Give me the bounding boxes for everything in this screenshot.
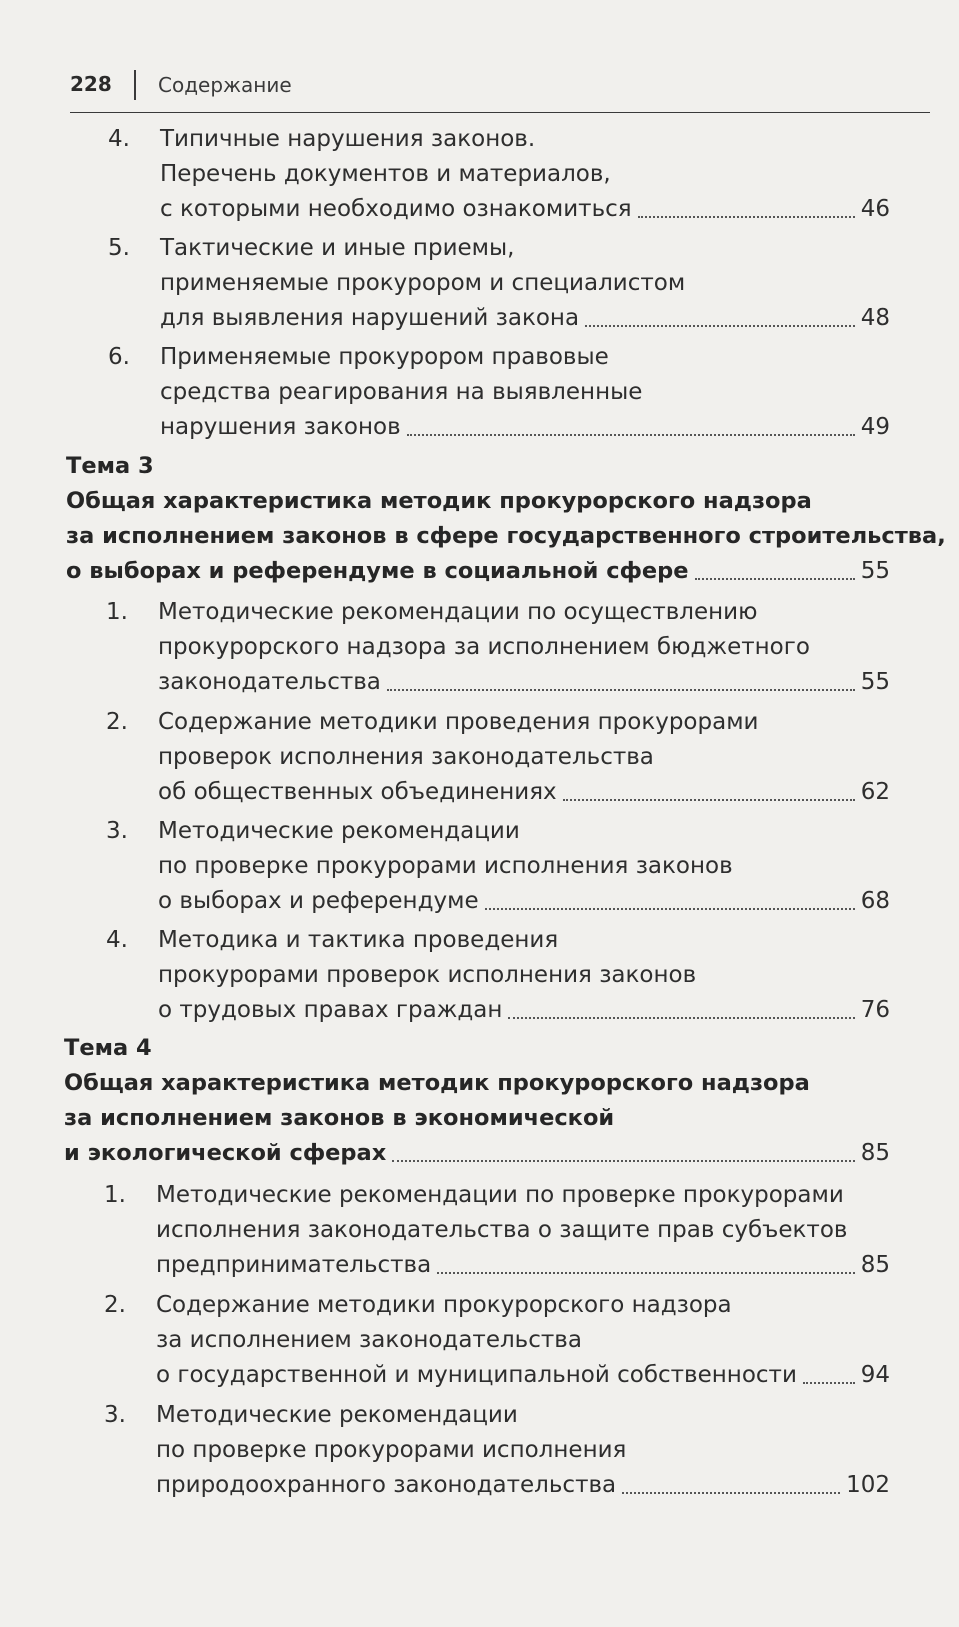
toc-entry-title-line: Содержание методики прокурорского надзора — [156, 1292, 732, 1318]
toc-entry-title-line: об общественных объединениях — [158, 779, 557, 805]
toc-entry-title-line: Перечень документов и материалов, — [160, 161, 611, 187]
toc-entry-number: 5. — [108, 235, 130, 261]
toc-entry-title-line: законодательства — [158, 669, 381, 695]
running-head: Содержание — [158, 73, 292, 97]
toc-entry-number: 1. — [106, 599, 128, 625]
topic-title-line: за исполнением законов в сфере государственного строительства, — [66, 523, 946, 549]
toc-page-number: 85 — [860, 1252, 890, 1278]
toc-entry-last-line — [160, 300, 890, 336]
dot-leader — [563, 799, 855, 801]
topic-last-line — [64, 1135, 890, 1171]
topic-title-line: за исполнением законов в экономической — [64, 1105, 615, 1131]
dot-leader — [585, 325, 855, 327]
topic-title-line: Общая характеристика методик прокурорского надзора — [66, 488, 812, 514]
toc-entry-title-line: о государственной и муниципальной собственности — [156, 1362, 797, 1388]
toc-entry-title-line: природоохранного законодательства — [156, 1472, 617, 1498]
toc-entry-title-line: Применяемые прокурором правовые — [160, 344, 609, 370]
toc-entry-number: 4. — [106, 927, 128, 953]
toc-entry-title-line: проверок исполнения законодательства — [158, 744, 654, 770]
toc-entry-title-line: Методические рекомендации — [156, 1402, 518, 1428]
topic-title-line: о выборах и референдуме в социальной сфере — [66, 558, 689, 584]
toc-page-number: 85 — [860, 1140, 890, 1166]
topic-label: Тема 4 — [64, 1035, 152, 1061]
toc-entry-title-line: Методика и тактика проведения — [158, 927, 559, 953]
toc-entry-last-line — [156, 1467, 890, 1503]
toc-entry-last-line — [156, 1247, 890, 1283]
dot-leader — [392, 1160, 855, 1162]
dot-leader — [622, 1492, 840, 1494]
toc-entry-title-line: по проверке прокурорами исполнения — [156, 1437, 627, 1463]
toc-entry-last-line — [160, 409, 890, 445]
toc-entry-title-line: Методические рекомендации по проверке прокурорами — [156, 1182, 844, 1208]
toc-entry-title-line: прокурорского надзора за исполнением бюджетного — [158, 634, 810, 660]
toc-entry-title-line: о трудовых правах граждан — [158, 997, 503, 1023]
toc-entry-title-line: применяемые прокурором и специалистом — [160, 270, 686, 296]
toc-page-number: 76 — [860, 997, 890, 1023]
page-number: 228 — [70, 72, 112, 96]
toc-entry-title-line: Содержание методики проведения прокурорами — [158, 709, 759, 735]
toc-entry-last-line — [158, 883, 890, 919]
toc-entry-last-line — [160, 191, 890, 227]
toc-entry-title-line: Методические рекомендации по осуществлению — [158, 599, 758, 625]
toc-page-number: 62 — [860, 779, 890, 805]
toc-entry-last-line — [158, 664, 890, 700]
toc-entry-number: 2. — [104, 1292, 126, 1318]
toc-page-number: 55 — [860, 669, 890, 695]
toc-entry-title-line: исполнения законодательства о защите прав субъектов — [156, 1217, 848, 1243]
toc-page-number: 68 — [860, 888, 890, 914]
dot-leader — [437, 1272, 855, 1274]
toc-page-number: 49 — [860, 414, 890, 440]
toc-entry-title-line: для выявления нарушений закона — [160, 305, 580, 331]
dot-leader — [407, 434, 855, 436]
toc-entry-number: 2. — [106, 709, 128, 735]
dot-leader — [695, 578, 855, 580]
dot-leader — [508, 1017, 854, 1019]
toc-entry-title-line: с которыми необходимо ознакомиться — [160, 196, 632, 222]
toc-entry-title-line: прокурорами проверок исполнения законов — [158, 962, 697, 988]
toc-entry-last-line — [156, 1357, 890, 1393]
toc-entry-title-line: нарушения законов — [160, 414, 401, 440]
toc-page-number: 48 — [860, 305, 890, 331]
toc-entry-number: 3. — [104, 1402, 126, 1428]
toc-entry-title-line: по проверке прокурорами исполнения законов — [158, 853, 733, 879]
dot-leader — [387, 689, 855, 691]
toc-entry-title-line: средства реагирования на выявленные — [160, 379, 643, 405]
topic-title-line: и экологической сферах — [64, 1140, 387, 1166]
dot-leader — [485, 908, 855, 910]
toc-entry-number: 4. — [108, 126, 130, 152]
toc-page-number: 102 — [846, 1472, 890, 1498]
toc-entry-title-line: Типичные нарушения законов. — [160, 126, 536, 152]
toc-page-number: 94 — [860, 1362, 890, 1388]
toc-entry-number: 3. — [106, 818, 128, 844]
toc-page-number: 46 — [860, 196, 890, 222]
dot-leader — [803, 1382, 855, 1384]
toc-entry-number: 1. — [104, 1182, 126, 1208]
topic-last-line — [66, 553, 890, 589]
dot-leader — [638, 216, 855, 218]
topic-title-line: Общая характеристика методик прокурорского надзора — [64, 1070, 810, 1096]
toc-entry-title-line: за исполнением законодательства — [156, 1327, 582, 1353]
toc-entry-number: 6. — [108, 344, 130, 370]
toc-entry-title-line: Тактические и иные приемы, — [160, 235, 515, 261]
topic-label: Тема 3 — [66, 453, 154, 479]
toc-entry-last-line — [158, 774, 890, 810]
toc-page-number: 55 — [860, 558, 890, 584]
toc-entry-title-line: о выборах и референдуме — [158, 888, 479, 914]
toc-entry-title-line: предпринимательства — [156, 1252, 432, 1278]
toc-entry-title-line: Методические рекомендации — [158, 818, 520, 844]
toc-entry-last-line — [158, 992, 890, 1028]
